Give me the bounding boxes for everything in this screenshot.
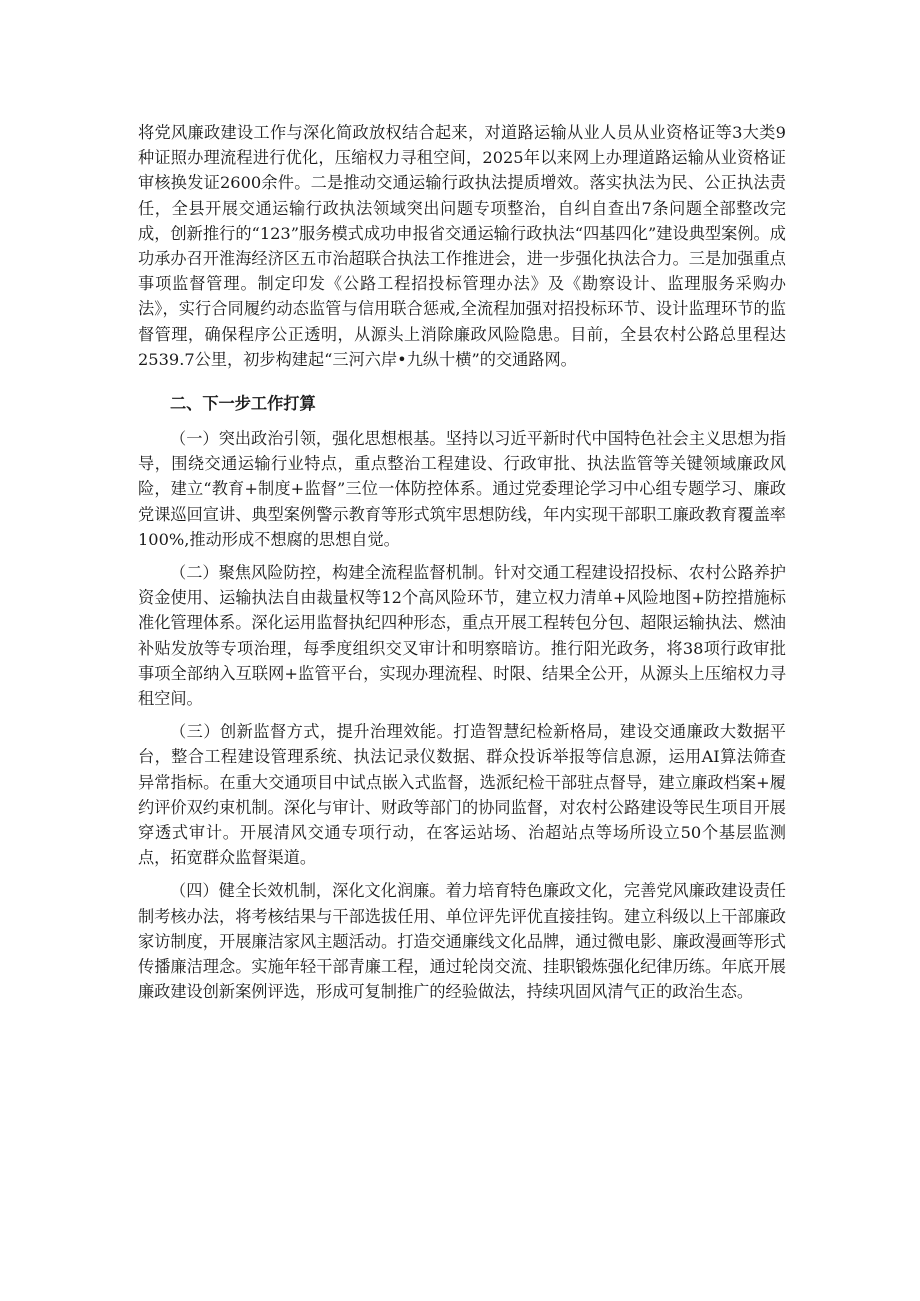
section-heading: 二、下一步工作打算 <box>170 394 316 414</box>
intro-paragraph: 将党风廉政建设工作与深化简政放权结合起来，对道路运输从业人员从业资格证等3大类9种证照办理流程进行优化，压缩权力寻租空间，2025年以来网上办理道路运输从业资格证审核换发证2600余件。二是推动交通运输行政执法提质增效。落实执法为民、公正执法责任，全县开展交通运输行政执法领域突出问题专项整治，自纠自查出7条问题全部整改完成，创新推行的“123”服务模式成功申报省交通运输行政执法“四基四化”建设典型案例。成功承办召开淮海经济区五市治超联合执法工作推进会，进一步强化执法合力。三是加强重点事项监督管理。制定印发《公路工程招投标管理办法》及《勘察设计、监理服务采购办法》，实行合同履约动态监管与信用联合惩戒,全流程加强对招投标环节、设计监理环节的监督管理，确保程序公正透明，从源头上消除廉政风险隐患。目前，全县农村公路总里程达2539.7公里，初步构建起“三河六岸•九纵十横”的交通路网。 <box>138 123 786 369</box>
paragraph-1: （一）突出政治引领，强化思想根基。坚持以习近平新时代中国特色社会主义思想为指导，围绕交通运输行业特点，重点整治工程建设、行政审批、执法监管等关键领域廉政风险，建立“教育+制度+监督”三位一体防控体系。通过党委理论学习中心组专题学习、廉政党课巡回宣讲、典型案例警示教育等形式筑牢思想防线，年内实现干部职工廉政教育覆盖率100%,推动形成不想腐的思想自觉。 <box>138 429 786 549</box>
document-body <box>138 120 786 1005</box>
paragraph-gap <box>138 552 786 560</box>
paragraph-gap <box>138 870 786 878</box>
paragraph-2: （二）聚焦风险防控，构建全流程监督机制。针对交通工程建设招投标、农村公路养护资金使用、运输执法自由裁量权等12个高风险环节，建立权力清单+风险地图+防控措施标准化管理体系。深化运用监督执纪四种形态，重点开展工程转包分包、超限运输执法、燃油补贴发放等专项治理，每季度组织交叉审计和明察暗访。推行阳光政务，将38项行政审批事项全部纳入互联网+监管平台，实现办理流程、时限、结果全公开，从源头上压缩权力寻租空间。 <box>138 563 786 709</box>
paragraph-3: （三）创新监督方式，提升治理效能。打造智慧纪检新格局，建设交通廉政大数据平台，整合工程建设管理系统、执法记录仪数据、群众投诉举报等信息源，运用AI算法筛查异常指标。在重大交通项目中试点嵌入式监督，选派纪检干部驻点督导，建立廉政档案+履约评价双约束机制。深化与审计、财政等部门的协同监督，对农村公路建设等民生项目开展穿透式审计。开展清风交通专项行动，在客运站场、治超站点等场所设立50个基层监测点，拓宽群众监督渠道。 <box>138 722 786 868</box>
paragraph-4: （四）健全长效机制，深化文化润廉。着力培育特色廉政文化，完善党风廉政建设责任制考核办法，将考核结果与干部选拔任用、单位评先评优直接挂钩。建立科级以上干部廉政家访制度，开展廉洁家风主题活动。打造交通廉线文化品牌，通过微电影、廉政漫画等形式传播廉洁理念。实施年轻干部青廉工程，通过轮岗交流、挂职锻炼强化纪律历练。年底开展廉政建设创新案例评选，形成可复制推广的经验做法，持续巩固风清气正的政治生态。 <box>138 881 786 1002</box>
paragraph-gap <box>138 711 786 719</box>
